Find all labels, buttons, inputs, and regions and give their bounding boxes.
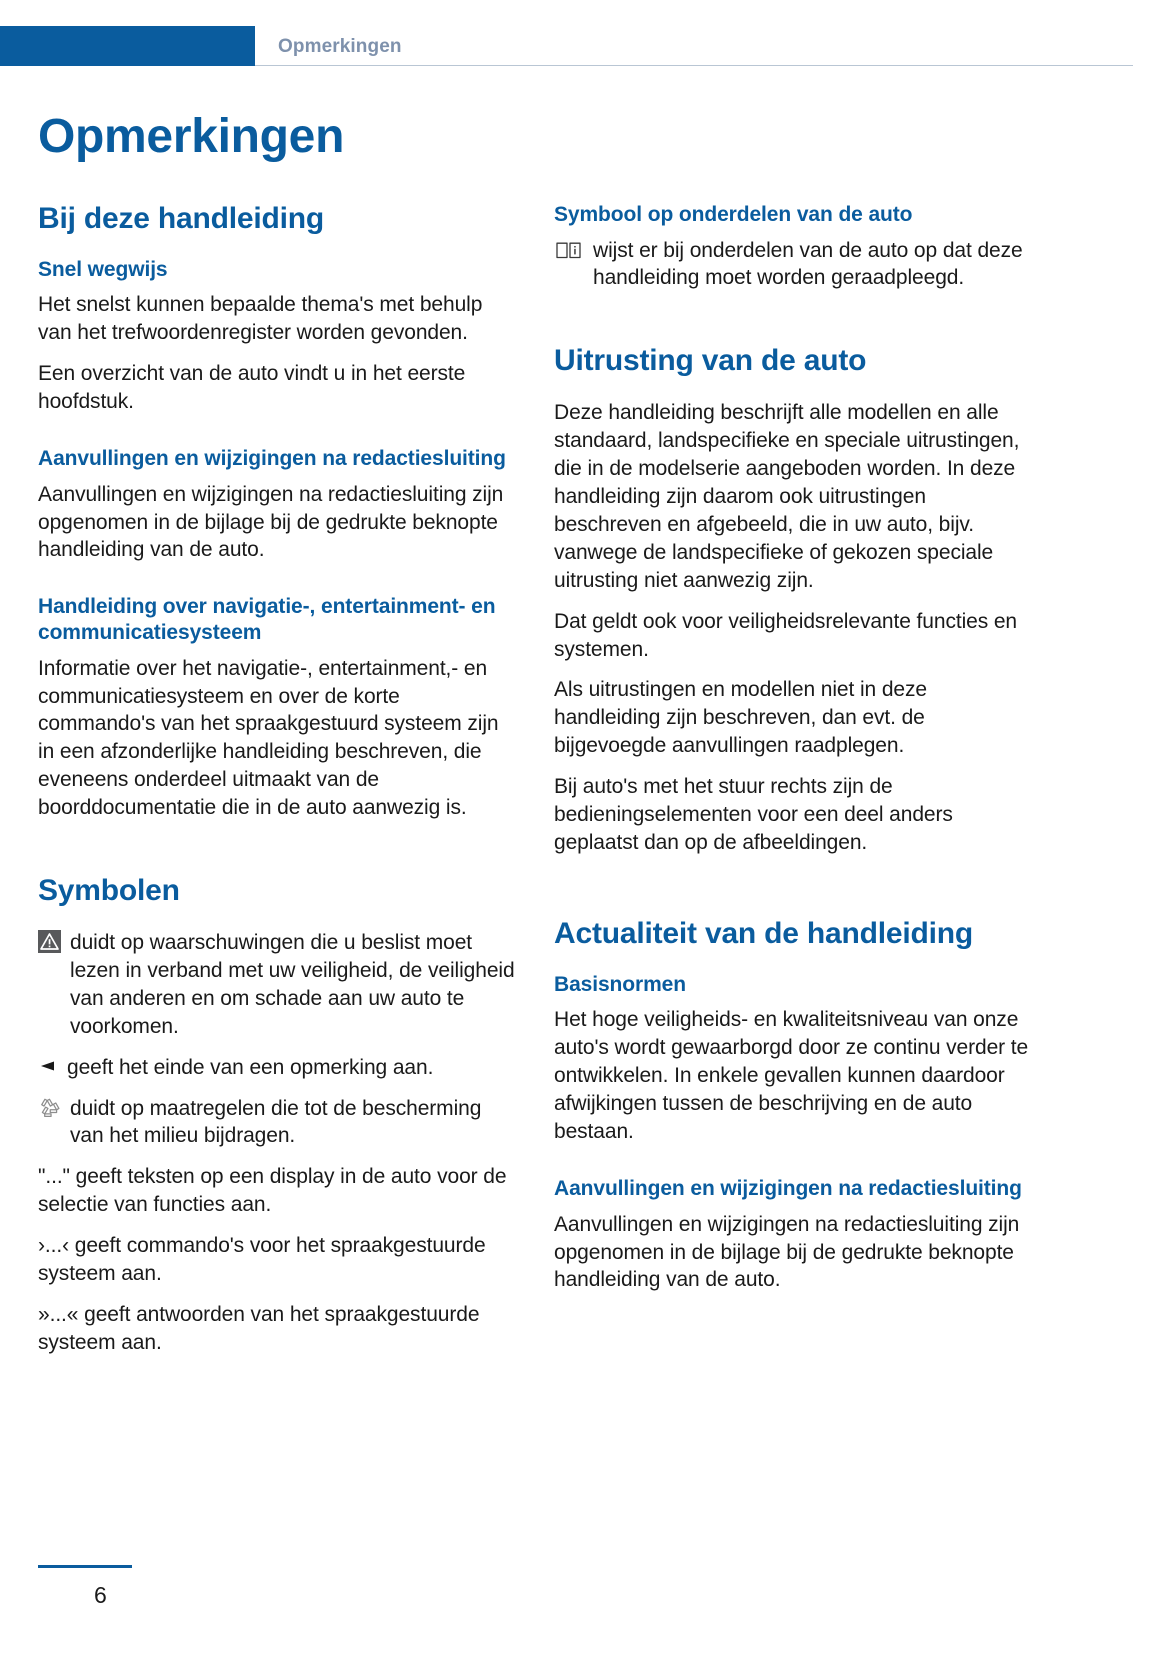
- symbol-row-voice-command: [38, 1232, 516, 1288]
- symbol-text-display: geeft teksten op een display in de auto voor de selectie van functies aan.: [38, 1165, 507, 1217]
- subheading-aanvullingen-redactiesluiting-left: Aanvullingen en wijzigingen na redactiesluiting: [38, 447, 506, 470]
- paragraph-basisnormen: Het hoge veiligheids- en kwaliteitsniveau van onze auto's wordt gewaarborgd door ze continu verder te ontwikkelen. In enkele gevallen kunnen daardoor afwijkingen tussen de beschrijving en de auto bestaan.: [554, 1008, 1029, 1144]
- paragraph-handleiding-navigatie: Informatie over het navigatie-, entertainment,- en communicatiesysteem en over de korte commando's van het spraakgestuurd systeem zijn in een afzonderlijke handleiding beschreven, die eveneens onderdeel uitmaakt van de boorddocumentatie die in de auto aanwezig is.: [38, 656, 499, 820]
- left-column: [38, 202, 516, 1357]
- symbol-row-display-text: [38, 1163, 516, 1219]
- page-running-header: [0, 0, 1165, 70]
- symbol-row-voice-answer: [38, 1301, 516, 1357]
- symbol-text-book-reference: wijst er bij onderdelen van de auto op dat deze handleiding moet worden geraadpleegd.: [593, 238, 1023, 290]
- paragraph-uitrusting-2: Dat geldt ook voor veiligheidsrelevante functies en systemen.: [554, 609, 1018, 661]
- single-angle-quote-mark: ›...‹: [38, 1234, 69, 1258]
- header-divider-rule: [255, 65, 1133, 66]
- running-header-title: Opmerkingen: [278, 36, 402, 57]
- symbol-row-end-of-note: [38, 1054, 516, 1082]
- double-angle-quote-mark: »...«: [38, 1303, 79, 1327]
- paragraph-snel-wegwijs-2: Een overzicht van de auto vindt u in het eerste hoofdstuk.: [38, 362, 466, 414]
- page-columns: [0, 202, 1165, 1357]
- header-blue-block: [0, 26, 255, 66]
- symbol-row-book-reference: [554, 237, 1032, 293]
- open-book-info-icon: [554, 237, 584, 265]
- page-number: 6: [94, 1582, 107, 1608]
- page-footer: [38, 1565, 158, 1609]
- section-heading-bij-deze-handleiding: Bij deze handleiding: [38, 201, 325, 235]
- symbol-text-environment: duidt op maatregelen die tot de bescherming van het milieu bijdragen.: [70, 1096, 482, 1148]
- paragraph-uitrusting-3: Als uitrustingen en modellen niet in deze handleiding zijn beschreven, dan evt. de bijgevoegde aanvullingen raadplegen.: [554, 678, 927, 758]
- subheading-aanvullingen-redactiesluiting-right: Aanvullingen en wijzigingen na redactiesluiting: [554, 1177, 1022, 1200]
- right-column: [554, 202, 1032, 1294]
- paragraph-aanvullingen-right: Aanvullingen en wijzigingen na redactiesluiting zijn opgenomen in de bijlage bij de gedrukte beknopte handleiding van de auto.: [554, 1212, 1020, 1292]
- symbol-text-warning: duidt op waarschuwingen die u beslist moet lezen in verband met uw veiligheid, de veiligheid van anderen en om schade aan uw auto te voorkomen.: [70, 930, 515, 1038]
- symbol-text-voice-command: geeft commando's voor het spraakgestuurde systeem aan.: [38, 1234, 486, 1286]
- warning-triangle-icon: [38, 929, 61, 957]
- subheading-basisnormen: Basisnormen: [554, 972, 686, 996]
- symbol-text-end-of-note: geeft het einde van een opmerking aan.: [67, 1055, 434, 1079]
- section-heading-actualiteit: Actualiteit van de handleiding: [554, 916, 974, 950]
- symbol-text-voice-answer: geeft antwoorden van het spraakgestuurde systeem aan.: [38, 1303, 480, 1354]
- double-quote-mark: "...": [38, 1165, 70, 1189]
- symbol-row-warning: [38, 929, 516, 1041]
- subheading-handleiding-navigatie: Handleiding over navigatie-, entertainment- en communicatiesysteem: [38, 595, 496, 644]
- symbol-row-environment: [38, 1095, 516, 1151]
- paragraph-snel-wegwijs-1: Het snelst kunnen bepaalde thema's met behulp van het trefwoordenregister worden gevonden.: [38, 293, 483, 345]
- page-title: Opmerkingen: [38, 110, 345, 163]
- section-heading-symbolen: Symbolen: [38, 874, 180, 908]
- paragraph-uitrusting-4: Bij auto's met het stuur rechts zijn de bedieningselementen voor een deel anders geplaatst dan op de afbeeldingen.: [554, 775, 953, 855]
- section-heading-uitrusting-van-de-auto: Uitrusting van de auto: [554, 344, 867, 378]
- footer-divider-rule: [38, 1565, 132, 1568]
- paragraph-uitrusting-1: Deze handleiding beschrijft alle modellen en alle standaard, landspecifieke en speciale uitrustingen, die in de modelserie aangeboden worden. In deze handleiding zijn daarom ook uitrustingen beschreven en afgebeeld, die in uw auto, bijv. vanwege de landspecifieke of gekozen speciale uitrusting niet aanwezig zijn.: [554, 401, 1020, 592]
- paragraph-aanvullingen-left: Aanvullingen en wijzigingen na redactiesluiting zijn opgenomen in de bijlage bij de gedrukte beknopte handleiding van de auto.: [38, 482, 504, 562]
- subheading-symbool-op-onderdelen: Symbool op onderdelen van de auto: [554, 202, 913, 226]
- subheading-snel-wegwijs: Snel wegwijs: [38, 257, 168, 281]
- end-of-note-triangle-icon: [38, 1054, 58, 1082]
- recycle-icon: [38, 1095, 61, 1123]
